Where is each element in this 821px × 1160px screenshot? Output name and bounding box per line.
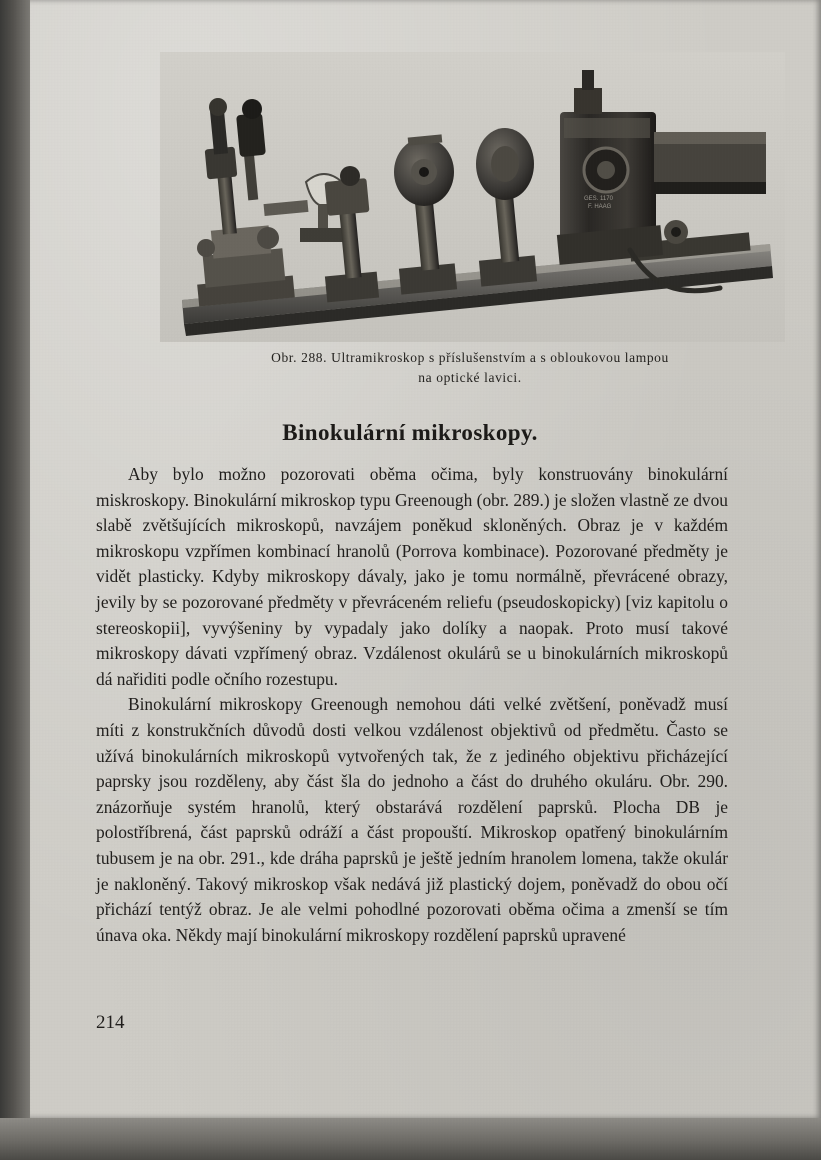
page-bottom-edge [0,1118,821,1160]
paragraph-2: Binokulární mikroskopy Greenough nemohou dáti velké zvětšení, poněvadž musí míti z konstrukčních důvodů dosti velkou vzdálenost objektivů od předmětu. Často se užívá binokulárních mikroskopů vytvořených tak, že z jediného objektivu přicházející paprsky jsou rozděleny, aby část šla do jednoho a část do druhého okuláru. Obr. 290. znázorňuje systém hranolů, který obstarává rozdělení paprsků. Plocha DB je polostříbrená, část paprsků odráží a část propouští. Mikroskop opatřený binokulárním tubusem je na obr. 291., kde dráha paprsků je ještě jedním hranolem lomena, takže okulár je nakloněný. Takový mikroskop však nedává již plastický dojem, poněvadž do obou očí přichází tentýž obraz. Je ale velmi pohodlné pozorovati oběma očima a zmenší se tím únava oka. Někdy mají binokulární mikroskopy rozdělení paprsků upravené [96,694,728,945]
section-heading: Binokulární mikroskopy. [282,420,538,445]
figure-caption-line-2: na optické lavici. [418,370,522,386]
page-number: 214 [96,1012,125,1033]
svg-text:F. HAAG: F. HAAG [588,204,612,210]
body-text-column [96,462,728,948]
book-gutter-shadow [0,0,30,1160]
ultramicroscope-illustration [160,52,785,342]
figure-caption-line-1: Obr. 288. Ultramikroskop s příslušenstvím a s obloukovou lampou [271,350,669,365]
paragraph-1: Aby bylo možno pozorovati oběma očima, byly konstruovány binokulární miskroskopy. Binokulární mikroskop typu Greenough (obr. 289.) je složen vlastně ze dvou slabě zvětšujících mikroskopů, navzájem poněkud skloněných. Obraz je v každém mikroskopu vzpřímen kombinací hranolů (Porrova kombinace). Pozorované předměty je vidět plasticky. Kdyby mikroskopy dávaly, jako je tomu normálně, převrácené obrazy, jevily by se pozorované předměty v převráceném reliefu (pseudoskopicky) [viz kapitolu o stereoskopii], vyvýšeniny by vypadaly jako dolíky a naopak. Proto musí takové mikroskopy dávati vzpřímený obraz. Vzdálenost okulárů se u binokulárních mikroskopů dá nařiditi podle očního rozestupu. [96,464,728,689]
lamp-plate-text: GES. 1170 [584,196,613,202]
figure-288-image [160,52,785,342]
figure-caption [160,348,780,389]
